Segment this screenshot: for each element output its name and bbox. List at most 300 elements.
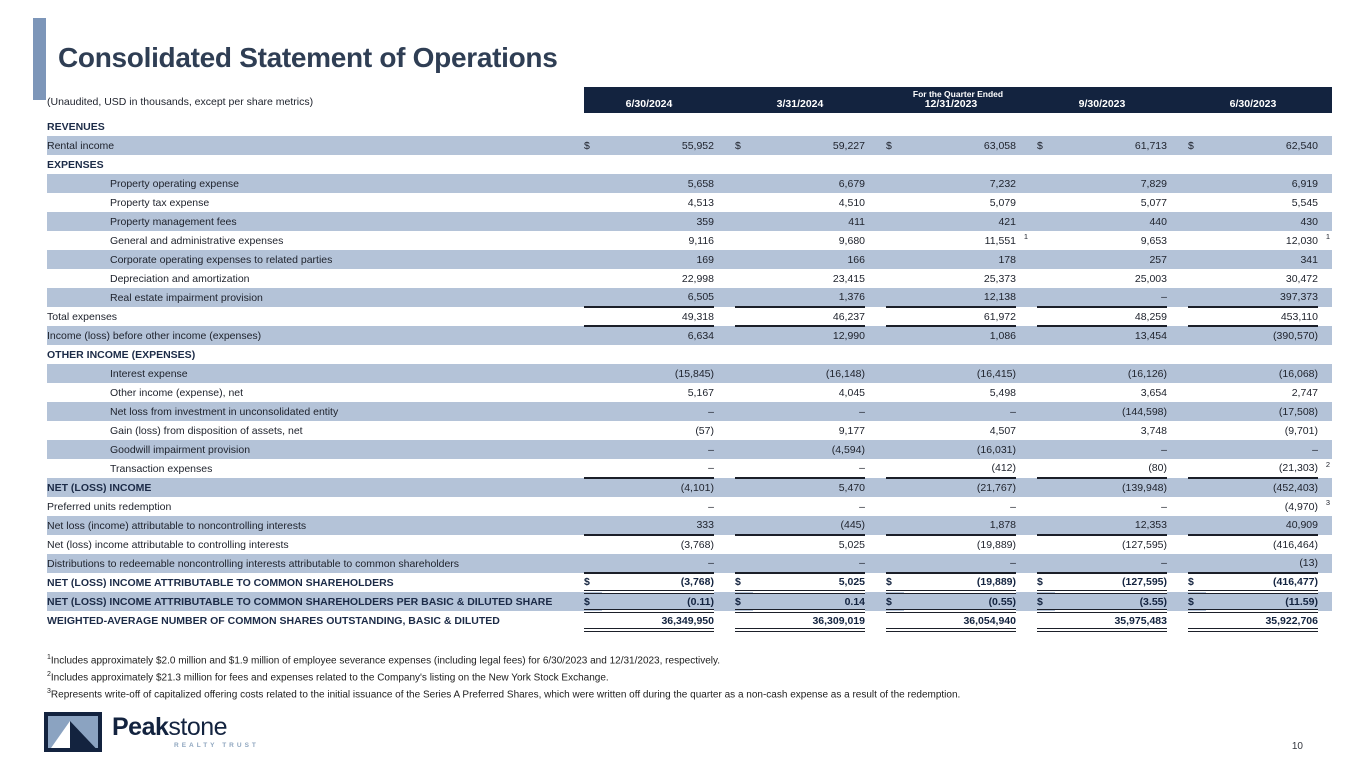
currency-cell — [584, 440, 602, 459]
column-gap — [865, 497, 886, 516]
value-cell: – — [1055, 554, 1167, 573]
period-date: 3/31/2024 — [776, 98, 824, 110]
value-cell: 63,058 — [983, 139, 1016, 152]
currency-cell — [1037, 611, 1055, 630]
column-gap — [1167, 535, 1188, 554]
currency-cell — [735, 440, 753, 459]
company-logo — [44, 712, 259, 752]
currency-cell — [1037, 440, 1055, 459]
column-gap — [714, 535, 735, 554]
value-cell: 178 — [998, 253, 1016, 266]
table-row — [47, 421, 1332, 440]
currency-cell — [1188, 193, 1206, 212]
column-gap — [1318, 212, 1332, 231]
table-row — [47, 440, 1332, 459]
column-gap — [865, 535, 886, 554]
footnote-marker: 1 — [1023, 232, 1028, 241]
currency-cell — [735, 345, 753, 364]
currency-cell — [735, 155, 753, 174]
column-gap — [1167, 155, 1188, 174]
column-gap — [1016, 288, 1037, 307]
currency-cell — [886, 345, 904, 364]
column-gap — [1167, 307, 1188, 326]
column-gap — [1318, 535, 1332, 554]
column-gap — [865, 307, 886, 326]
table-row — [47, 307, 1332, 326]
column-gap — [1167, 250, 1188, 269]
value-cell: 22,998 — [681, 272, 714, 285]
column-gap — [1167, 440, 1188, 459]
table-row — [47, 250, 1332, 269]
row-label: Total expenses — [47, 310, 118, 323]
table-row — [47, 497, 1332, 516]
currency-cell — [886, 117, 904, 136]
column-gap — [1318, 440, 1332, 459]
column-gap — [1167, 288, 1188, 307]
footnotes — [47, 651, 1332, 701]
currency-cell — [1037, 326, 1055, 345]
row-label: Interest expense — [110, 367, 188, 380]
footnote-3: $^3$Represents write-off of capitalized offering costs related to the initial issuance of the Series A Preferred Shares, which were written off during the quarter as a non-cash expense as a result of the redemption. — [47, 687, 961, 700]
value-cell: 25,003 — [1134, 272, 1167, 285]
quarter-ended-label: For the Quarter Ended — [912, 89, 1004, 99]
currency-cell — [1037, 554, 1055, 573]
currency-cell — [735, 250, 753, 269]
currency-cell — [886, 421, 904, 440]
value-cell: – — [1010, 500, 1016, 513]
value-cell: 1,878 — [904, 516, 1016, 535]
currency-cell — [1037, 421, 1055, 440]
currency-cell — [886, 269, 904, 288]
value-cell: (16,148) — [825, 367, 865, 380]
currency-cell — [886, 383, 904, 402]
value-cell: 61,972 — [904, 307, 1016, 326]
column-gap — [714, 288, 735, 307]
column-gap — [1167, 174, 1188, 193]
value-cell: – — [753, 459, 865, 478]
column-gap — [1167, 611, 1188, 630]
currency-cell: $ — [1188, 592, 1206, 611]
value-cell: 0.14 — [753, 592, 865, 611]
currency-cell: $ — [735, 592, 753, 611]
value-cell: (3.55) — [1055, 592, 1167, 611]
currency-cell: $ — [584, 573, 602, 592]
column-gap — [1016, 611, 1037, 630]
column-gap — [1318, 345, 1332, 364]
currency-cell: $ — [1037, 573, 1055, 592]
value-cell: 11,551 1 — [984, 232, 1028, 247]
column-gap — [865, 193, 886, 212]
column-gap — [865, 402, 886, 421]
period-date: 6/30/2024 — [625, 98, 673, 110]
value-cell — [904, 155, 1016, 174]
value-cell — [1055, 117, 1167, 136]
value-cell: 6,919 — [1291, 177, 1318, 190]
value-cell: (3,768) — [602, 573, 714, 592]
currency-cell — [735, 212, 753, 231]
currency-cell — [886, 440, 904, 459]
row-label: Distributions to redeemable noncontrolling interests attributable to common shareholders — [47, 557, 460, 570]
currency-cell — [1037, 497, 1055, 516]
period-dates-row — [584, 98, 1332, 113]
value-cell: (4,970) 3 — [1284, 498, 1330, 513]
column-gap — [1016, 421, 1037, 440]
row-label: Goodwill impairment provision — [110, 443, 251, 456]
column-gap — [865, 117, 886, 136]
currency-cell — [886, 193, 904, 212]
table-row — [47, 554, 1332, 573]
column-gap — [714, 345, 735, 364]
value-cell: (11.59) — [1206, 592, 1318, 611]
row-label: Corporate operating expenses to related parties — [110, 253, 333, 266]
column-gap — [714, 421, 735, 440]
footnote-2-marker: 2 — [47, 670, 51, 678]
currency-cell — [886, 516, 904, 535]
table-row — [47, 383, 1332, 402]
footnote-3-marker: 3 — [47, 687, 51, 695]
currency-cell — [1037, 478, 1055, 497]
row-label: OTHER INCOME (EXPENSES) — [47, 348, 196, 361]
value-cell: 36,349,950 — [602, 611, 714, 630]
statement-content — [47, 87, 1332, 701]
value-cell: – — [1312, 443, 1318, 456]
value-cell: 4,507 — [989, 424, 1016, 437]
column-gap — [1318, 402, 1332, 421]
currency-cell — [735, 383, 753, 402]
value-cell: 1,086 — [989, 330, 1016, 342]
row-label: NET (LOSS) INCOME ATTRIBUTABLE TO COMMON SHAREHOLDERS PER BASIC & DILUTED SHARE — [47, 595, 553, 608]
column-gap — [1318, 307, 1332, 326]
column-gap — [1167, 269, 1188, 288]
currency-cell — [1188, 345, 1206, 364]
currency-cell — [584, 516, 602, 535]
table-row — [47, 193, 1332, 212]
column-gap — [865, 592, 886, 611]
column-gap — [1318, 136, 1332, 155]
currency-cell — [584, 288, 602, 307]
currency-cell — [1037, 117, 1055, 136]
value-cell: – — [859, 500, 865, 513]
value-cell: 440 — [1149, 215, 1167, 228]
brand-name: Peakstone — [112, 713, 228, 741]
currency-cell — [1188, 231, 1206, 250]
row-label: Net loss (income) attributable to noncontrolling interests — [47, 519, 307, 532]
column-gap — [1016, 307, 1037, 326]
currency-cell — [735, 459, 753, 478]
currency-cell — [1037, 174, 1055, 193]
table-row — [47, 535, 1332, 554]
column-gap — [714, 212, 735, 231]
column-gap — [865, 288, 886, 307]
column-gap — [714, 193, 735, 212]
currency-cell — [584, 364, 602, 383]
row-label: NET (LOSS) INCOME — [47, 481, 152, 494]
value-cell: (21,767) — [976, 482, 1016, 494]
column-gap — [714, 478, 735, 497]
value-cell: 48,259 — [1055, 307, 1167, 326]
currency-cell — [584, 459, 602, 478]
currency-cell — [1037, 383, 1055, 402]
value-cell: 9,653 — [1140, 234, 1167, 247]
currency-cell — [886, 174, 904, 193]
value-cell: (21,303) 2 — [1206, 459, 1318, 478]
currency-cell — [1188, 269, 1206, 288]
value-cell — [753, 155, 865, 174]
column-gap — [1016, 592, 1037, 611]
currency-cell — [886, 535, 904, 554]
currency-cell — [886, 326, 904, 345]
column-gap — [1318, 554, 1332, 573]
currency-cell — [584, 554, 602, 573]
value-cell: 5,025 — [753, 573, 865, 592]
column-gap — [1016, 440, 1037, 459]
column-gap — [1016, 364, 1037, 383]
column-gap — [714, 383, 735, 402]
value-cell: (127,595) — [1122, 539, 1167, 551]
currency-cell — [886, 497, 904, 516]
value-cell: (19,889) — [904, 573, 1016, 592]
currency-cell: $ — [886, 592, 904, 611]
currency-cell — [1188, 497, 1206, 516]
currency-cell: $ — [886, 573, 904, 592]
column-gap — [1167, 459, 1188, 478]
column-gap — [865, 231, 886, 250]
currency-cell — [1188, 440, 1206, 459]
currency-cell — [735, 231, 753, 250]
column-gap — [865, 136, 886, 155]
value-cell: 40,909 — [1206, 516, 1318, 535]
column-gap — [1016, 345, 1037, 364]
column-gap — [1016, 326, 1037, 345]
value-cell: 12,353 — [1055, 516, 1167, 535]
currency-cell — [584, 193, 602, 212]
period-header-band — [584, 87, 1332, 113]
value-cell — [602, 345, 714, 364]
currency-cell — [1037, 535, 1055, 554]
value-cell: 4,045 — [838, 386, 865, 399]
row-label: General and administrative expenses — [110, 234, 284, 247]
value-cell: 5,079 — [989, 196, 1016, 209]
value-cell: 397,373 — [1206, 288, 1318, 307]
column-gap — [1016, 402, 1037, 421]
column-gap — [1318, 383, 1332, 402]
title-accent-bar — [33, 18, 46, 100]
column-gap — [865, 459, 886, 478]
value-cell: (445) — [753, 516, 865, 535]
currency-cell — [584, 611, 602, 630]
value-cell: 3,748 — [1140, 424, 1167, 437]
currency-cell — [584, 497, 602, 516]
value-cell: (390,570) — [1273, 330, 1318, 342]
page-number: 10 — [1291, 741, 1303, 752]
footnote-1-marker: 1 — [47, 654, 51, 661]
row-label: Depreciation and amortization — [110, 272, 250, 285]
value-cell: – — [753, 554, 865, 573]
row-label: Net (loss) income attributable to controlling interests — [47, 538, 289, 551]
column-gap — [1016, 535, 1037, 554]
table-row — [47, 269, 1332, 288]
currency-cell — [886, 459, 904, 478]
row-label: NET (LOSS) INCOME ATTRIBUTABLE TO COMMON SHAREHOLDERS — [47, 576, 394, 589]
value-cell: (416,464) — [1273, 539, 1318, 551]
column-gap — [1167, 383, 1188, 402]
value-cell: 411 — [848, 215, 865, 228]
value-cell: 421 — [998, 215, 1016, 228]
currency-cell — [584, 212, 602, 231]
column-gap — [1016, 117, 1037, 136]
currency-cell: $ — [1037, 592, 1055, 611]
currency-cell — [1188, 383, 1206, 402]
value-cell — [1206, 155, 1318, 174]
value-cell: 25,373 — [983, 272, 1016, 285]
column-gap — [1167, 136, 1188, 155]
currency-cell — [1188, 402, 1206, 421]
column-gap — [1167, 516, 1188, 535]
value-cell: 166 — [847, 253, 865, 266]
currency-cell — [1188, 364, 1206, 383]
row-label: Other income (expense), net — [110, 386, 244, 399]
currency-cell — [584, 250, 602, 269]
currency-cell — [1188, 212, 1206, 231]
value-cell: (57) — [695, 424, 714, 437]
currency-cell — [735, 478, 753, 497]
currency-cell — [1037, 364, 1055, 383]
value-cell: (16,415) — [976, 367, 1016, 380]
column-gap — [1016, 193, 1037, 212]
column-gap — [1167, 554, 1188, 573]
value-cell: 359 — [696, 215, 714, 228]
column-gap — [1318, 478, 1332, 497]
value-cell: (139,948) — [1122, 482, 1167, 494]
value-cell: 257 — [1149, 253, 1167, 266]
currency-cell — [886, 250, 904, 269]
column-gap — [714, 440, 735, 459]
column-gap — [1016, 155, 1037, 174]
row-label: Transaction expenses — [110, 462, 213, 475]
column-gap — [714, 307, 735, 326]
column-gap — [1016, 250, 1037, 269]
value-cell — [904, 345, 1016, 364]
column-gap — [1318, 516, 1332, 535]
value-cell: – — [1161, 443, 1167, 456]
column-gap — [714, 250, 735, 269]
column-gap — [1318, 117, 1332, 136]
value-cell: (412) — [904, 459, 1016, 478]
column-gap — [865, 269, 886, 288]
column-gap — [1318, 592, 1332, 611]
column-gap — [865, 554, 886, 573]
table-row — [47, 516, 1332, 535]
row-label: Income (loss) before other income (expenses) — [47, 329, 262, 342]
table-row — [47, 117, 1332, 136]
value-cell: 49,318 — [602, 307, 714, 326]
column-gap — [1016, 136, 1037, 155]
currency-cell — [735, 364, 753, 383]
value-cell: – — [708, 405, 714, 418]
currency-cell — [1037, 269, 1055, 288]
row-label: Property management fees — [110, 215, 237, 228]
currency-cell: $ — [1188, 573, 1206, 592]
value-cell — [1206, 117, 1318, 136]
currency-cell — [1037, 193, 1055, 212]
currency-cell — [584, 383, 602, 402]
currency-cell — [584, 231, 602, 250]
column-gap — [1167, 478, 1188, 497]
currency-cell — [584, 402, 602, 421]
value-cell: (15,845) — [674, 367, 714, 380]
value-cell: (16,068) — [1278, 367, 1318, 380]
currency-cell — [1188, 174, 1206, 193]
value-cell — [1055, 155, 1167, 174]
column-gap — [1318, 364, 1332, 383]
row-label: Real estate impairment provision — [110, 291, 263, 304]
column-gap — [1318, 288, 1332, 307]
currency-cell: $ — [1037, 139, 1043, 152]
column-gap — [1167, 421, 1188, 440]
column-gap — [865, 364, 886, 383]
value-cell: (13) — [1206, 554, 1318, 573]
column-gap — [1318, 174, 1332, 193]
column-gap — [1167, 326, 1188, 345]
currency-cell — [1037, 516, 1055, 535]
value-cell: (416,477) — [1206, 573, 1318, 592]
column-gap — [714, 459, 735, 478]
column-gap — [1016, 554, 1037, 573]
subtitle-note: (Unaudited, USD in thousands, except per share metrics) — [47, 96, 314, 108]
table-row — [47, 136, 1332, 155]
currency-cell — [1188, 155, 1206, 174]
column-gap — [1167, 573, 1188, 592]
value-cell: 36,054,940 — [904, 611, 1016, 630]
currency-cell — [735, 288, 753, 307]
value-cell: (0.11) — [602, 592, 714, 611]
column-gap — [714, 155, 735, 174]
value-cell: 6,679 — [838, 177, 865, 190]
value-cell — [602, 117, 714, 136]
currency-cell — [735, 516, 753, 535]
value-cell: 5,025 — [838, 539, 865, 551]
value-cell: 23,415 — [832, 272, 865, 285]
currency-cell — [886, 364, 904, 383]
column-gap — [714, 269, 735, 288]
currency-cell — [735, 174, 753, 193]
column-gap — [714, 611, 735, 630]
column-gap — [1016, 212, 1037, 231]
value-cell: 4,513 — [687, 196, 714, 209]
currency-cell — [886, 155, 904, 174]
currency-cell: $ — [735, 573, 753, 592]
column-gap — [714, 326, 735, 345]
value-cell: 5,077 — [1140, 196, 1167, 209]
currency-cell — [1188, 554, 1206, 573]
value-cell: – — [904, 554, 1016, 573]
currency-cell — [886, 402, 904, 421]
column-gap — [1167, 497, 1188, 516]
value-cell: (4,594) — [831, 443, 865, 456]
currency-cell — [1188, 117, 1206, 136]
column-gap — [1318, 269, 1332, 288]
value-cell — [1206, 345, 1318, 364]
row-label: Preferred units redemption — [47, 500, 172, 513]
currency-cell — [584, 421, 602, 440]
currency-cell — [1037, 345, 1055, 364]
table-row — [47, 478, 1332, 497]
column-gap — [1167, 402, 1188, 421]
value-cell: (19,889) — [976, 539, 1016, 551]
value-cell: 430 — [1300, 215, 1318, 228]
currency-cell — [1188, 459, 1206, 478]
column-gap — [714, 573, 735, 592]
